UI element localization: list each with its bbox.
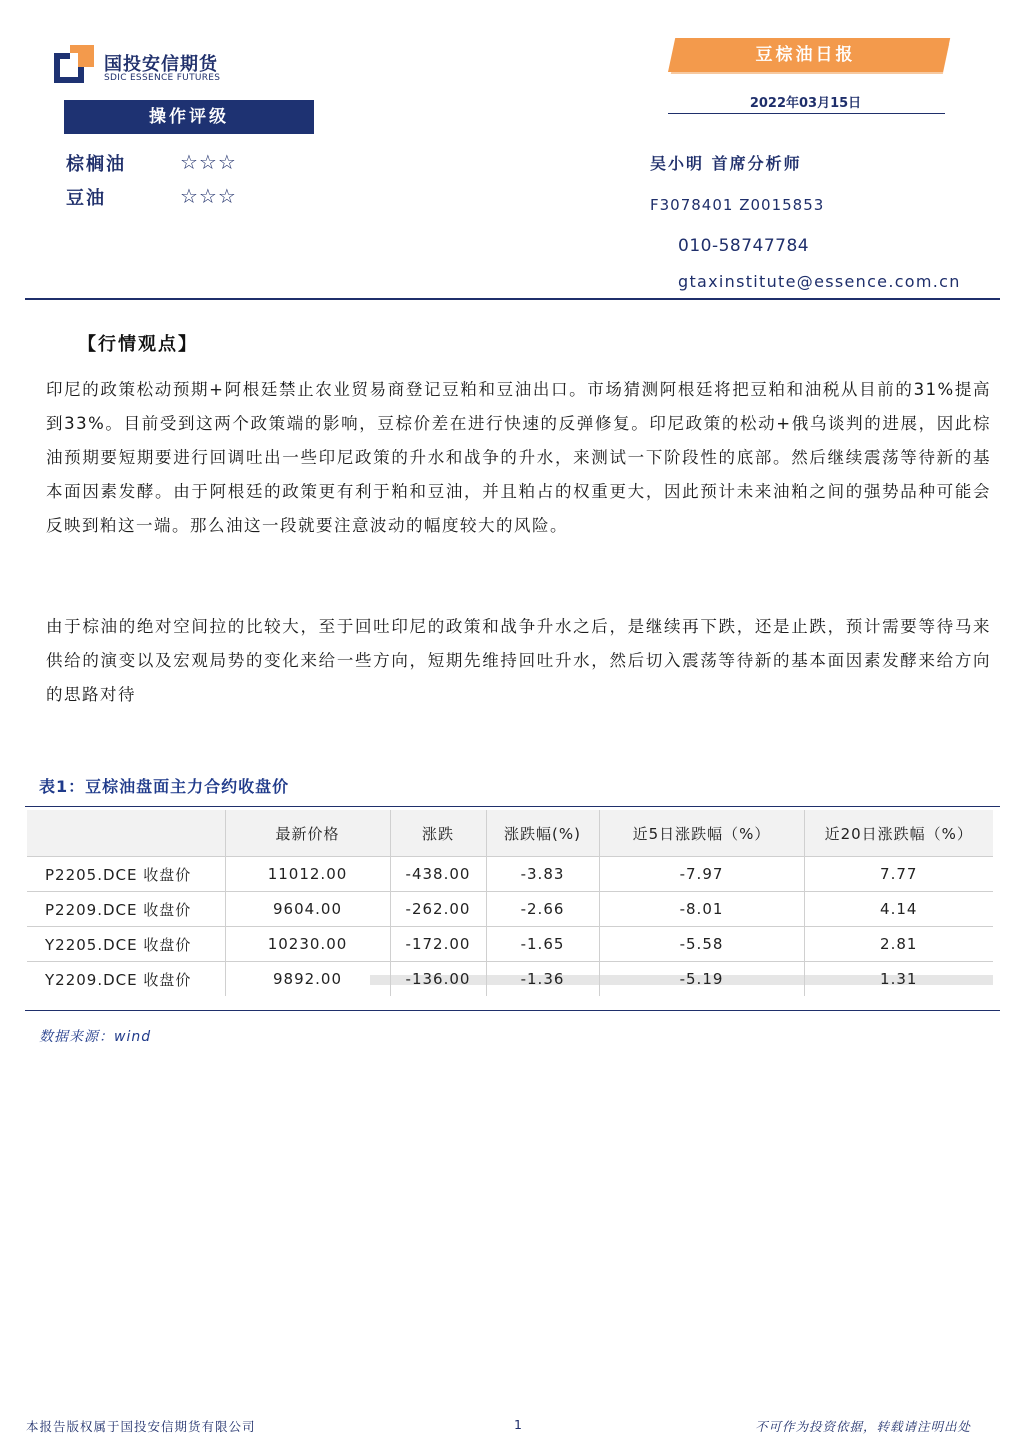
table-cell: -1.36 bbox=[486, 962, 599, 997]
rating-stars-soybean-oil: ☆☆☆ bbox=[180, 184, 237, 208]
analyst-name: 吴小明 首席分析师 bbox=[650, 154, 802, 173]
company-logo-icon bbox=[54, 45, 94, 83]
report-title: 豆棕油日报 bbox=[755, 45, 856, 65]
table-header-row bbox=[27, 810, 993, 857]
table-bottom-rule bbox=[25, 1010, 1000, 1011]
table-cell: 7.77 bbox=[804, 857, 993, 892]
price-table-wrapper bbox=[27, 810, 993, 996]
table-cell: P2209.DCE 收盘价 bbox=[27, 892, 225, 927]
table-cell: -7.97 bbox=[599, 857, 804, 892]
report-date: 2022年03月15日 bbox=[749, 96, 862, 111]
analyst-certificate: F3078401 Z0015853 bbox=[650, 196, 825, 214]
table-top-rule bbox=[25, 806, 1000, 807]
table-cell: -262.00 bbox=[390, 892, 486, 927]
table-cell: -8.01 bbox=[599, 892, 804, 927]
table-row bbox=[27, 892, 993, 927]
table-cell: 4.14 bbox=[804, 892, 993, 927]
rating-stars-palm-oil: ☆☆☆ bbox=[180, 150, 237, 174]
table-header-cell: 近20日涨跌幅（%） bbox=[804, 810, 993, 857]
table-caption: 表1：豆棕油盘面主力合约收盘价 bbox=[39, 777, 290, 796]
table-cell: 10230.00 bbox=[225, 927, 390, 962]
table-header-cell: 涨跌幅(%) bbox=[486, 810, 599, 857]
footer-disclaimer: 不可作为投资依据，转载请注明出处 bbox=[755, 1419, 972, 1434]
footer-page-number: 1 bbox=[514, 1417, 522, 1432]
data-source: 数据来源：wind bbox=[39, 1029, 152, 1045]
header-divider bbox=[25, 298, 1000, 300]
market-view-paragraph-1: 印尼的政策松动预期+阿根廷禁止农业贸易商登记豆粕和豆油出口。市场猜测阿根廷将把豆粕和油税从目前的31%提高到33%。目前受到这两个政策端的影响，豆棕价差在进行快速的反弹修复。印尼政策的松动+俄乌谈判的进展，因此棕油预期要短期要进行回调吐出一些印尼政策的升水和战争的升水，来测试一下阶段性的底部。然后继续震荡等待新的基本面因素发酵。由于阿根廷的政策更有利于粕和豆油，并且粕占的权重更大，因此预计未来油粕之间的强势品种可能会反映到粕这一端。那么油这一段就要注意波动的幅度较大的风险。 bbox=[46, 380, 991, 535]
table-cell: P2205.DCE 收盘价 bbox=[27, 857, 225, 892]
table-header-cell bbox=[27, 810, 225, 857]
table-header-cell: 近5日涨跌幅（%） bbox=[599, 810, 804, 857]
logo-company-name: 国投安信期货 bbox=[104, 54, 218, 75]
table-cell: -2.66 bbox=[486, 892, 599, 927]
table-header-cell: 最新价格 bbox=[225, 810, 390, 857]
rating-label-soybean-oil: 豆油 bbox=[66, 188, 106, 209]
table-cell: 9604.00 bbox=[225, 892, 390, 927]
rating-label-palm-oil: 棕榈油 bbox=[66, 154, 126, 175]
table-cell: -172.00 bbox=[390, 927, 486, 962]
table-row bbox=[27, 857, 993, 892]
table-cell: -5.19 bbox=[599, 962, 804, 997]
table-cell: -136.00 bbox=[390, 962, 486, 997]
table-cell: 11012.00 bbox=[225, 857, 390, 892]
table-cell: -438.00 bbox=[390, 857, 486, 892]
table-cell: -3.83 bbox=[486, 857, 599, 892]
table-row bbox=[27, 927, 993, 962]
table-cell: Y2205.DCE 收盘价 bbox=[27, 927, 225, 962]
logo-company-english: SDIC ESSENCE FUTURES bbox=[104, 73, 221, 83]
price-table bbox=[27, 810, 993, 996]
section-title: 【行情观点】 bbox=[78, 334, 198, 355]
table-cell: Y2209.DCE 收盘价 bbox=[27, 962, 225, 997]
table-cell: -5.58 bbox=[599, 927, 804, 962]
table-header-cell: 涨跌 bbox=[390, 810, 486, 857]
rating-header: 操作评级 bbox=[64, 100, 314, 134]
footer-copyright: 本报告版权属于国投安信期货有限公司 bbox=[26, 1419, 256, 1434]
analyst-email[interactable]: gtaxinstitute@essence.com.cn bbox=[678, 272, 961, 291]
market-view-paragraph-2: 由于棕油的绝对空间拉的比较大，至于回吐印尼的政策和战争升水之后，是继续再下跌，还是止跌，预计需要等待马来供给的演变以及宏观局势的变化来给一些方向，短期先维持回吐升水，然后切入震荡等待新的基本面因素发酵来给方向的思路对待 bbox=[46, 617, 991, 704]
date-divider bbox=[668, 113, 945, 114]
table-cell: -1.65 bbox=[486, 927, 599, 962]
table-cell: 1.31 bbox=[804, 962, 993, 997]
table-row bbox=[27, 962, 993, 997]
table-cell: 2.81 bbox=[804, 927, 993, 962]
analyst-phone: 010-58747784 bbox=[678, 236, 810, 256]
table-cell: 9892.00 bbox=[225, 962, 390, 997]
